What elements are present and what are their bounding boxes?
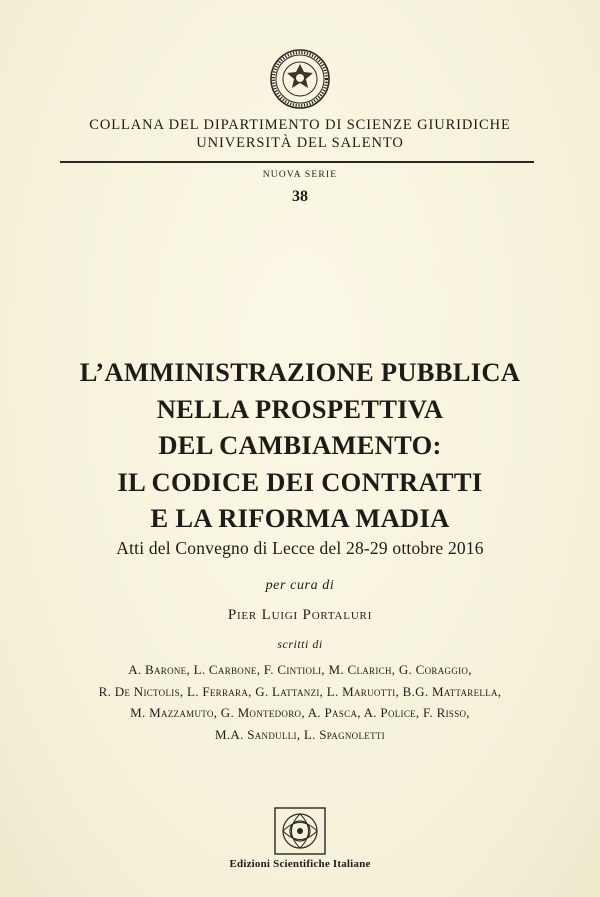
author-line: A. Barone, L. Carbone, F. Cintioli, M. Clarich, G. Coraggio, — [128, 662, 472, 677]
university-seal-icon — [269, 48, 331, 110]
series-line-1: COLLANA DEL DIPARTIMENTO DI SCIENZE GIURIDICHE — [89, 117, 511, 133]
nuova-serie-label: NUOVA SERIE — [262, 170, 338, 180]
author-line: R. De Nictolis, L. Ferrara, G. Lattanzi, L. Maruotti, B.G. Mattarella, — [98, 683, 502, 699]
title-line: L’AMMINISTRAZIONE PUBBLICA — [79, 357, 521, 387]
editor-name: Pier Luigi Portaluri — [227, 607, 373, 623]
series-line-2: UNIVERSITÀ DEL SALENTO — [196, 135, 404, 151]
series-number: 38 — [292, 188, 308, 205]
scritti-label: scritti di — [277, 637, 323, 651]
per-cura-label: per cura di — [265, 578, 335, 593]
subtitle: Atti del Convegno di Lecce del 28-29 ottobre 2016 — [116, 538, 484, 558]
title-line: NELLA PROSPETTIVA — [156, 393, 444, 424]
title-line: DEL CAMBIAMENTO: — [158, 430, 442, 460]
divider — [60, 161, 534, 163]
title-line: IL CODICE DEI CONTRATTI — [117, 466, 483, 497]
author-line: M. Mazzamuto, G. Montedoro, A. Pasca, A. Police, F. Risso, — [130, 705, 470, 720]
publisher-name: Edizioni Scientifiche Italiane — [229, 858, 371, 870]
title-line: E LA RIFORMA MADIA — [150, 503, 450, 533]
author-line: M.A. Sandulli, L. Spagnoletti — [215, 726, 385, 742]
publisher-logo-icon — [272, 806, 328, 856]
authors-list — [0, 659, 600, 745]
book-title — [0, 354, 600, 537]
